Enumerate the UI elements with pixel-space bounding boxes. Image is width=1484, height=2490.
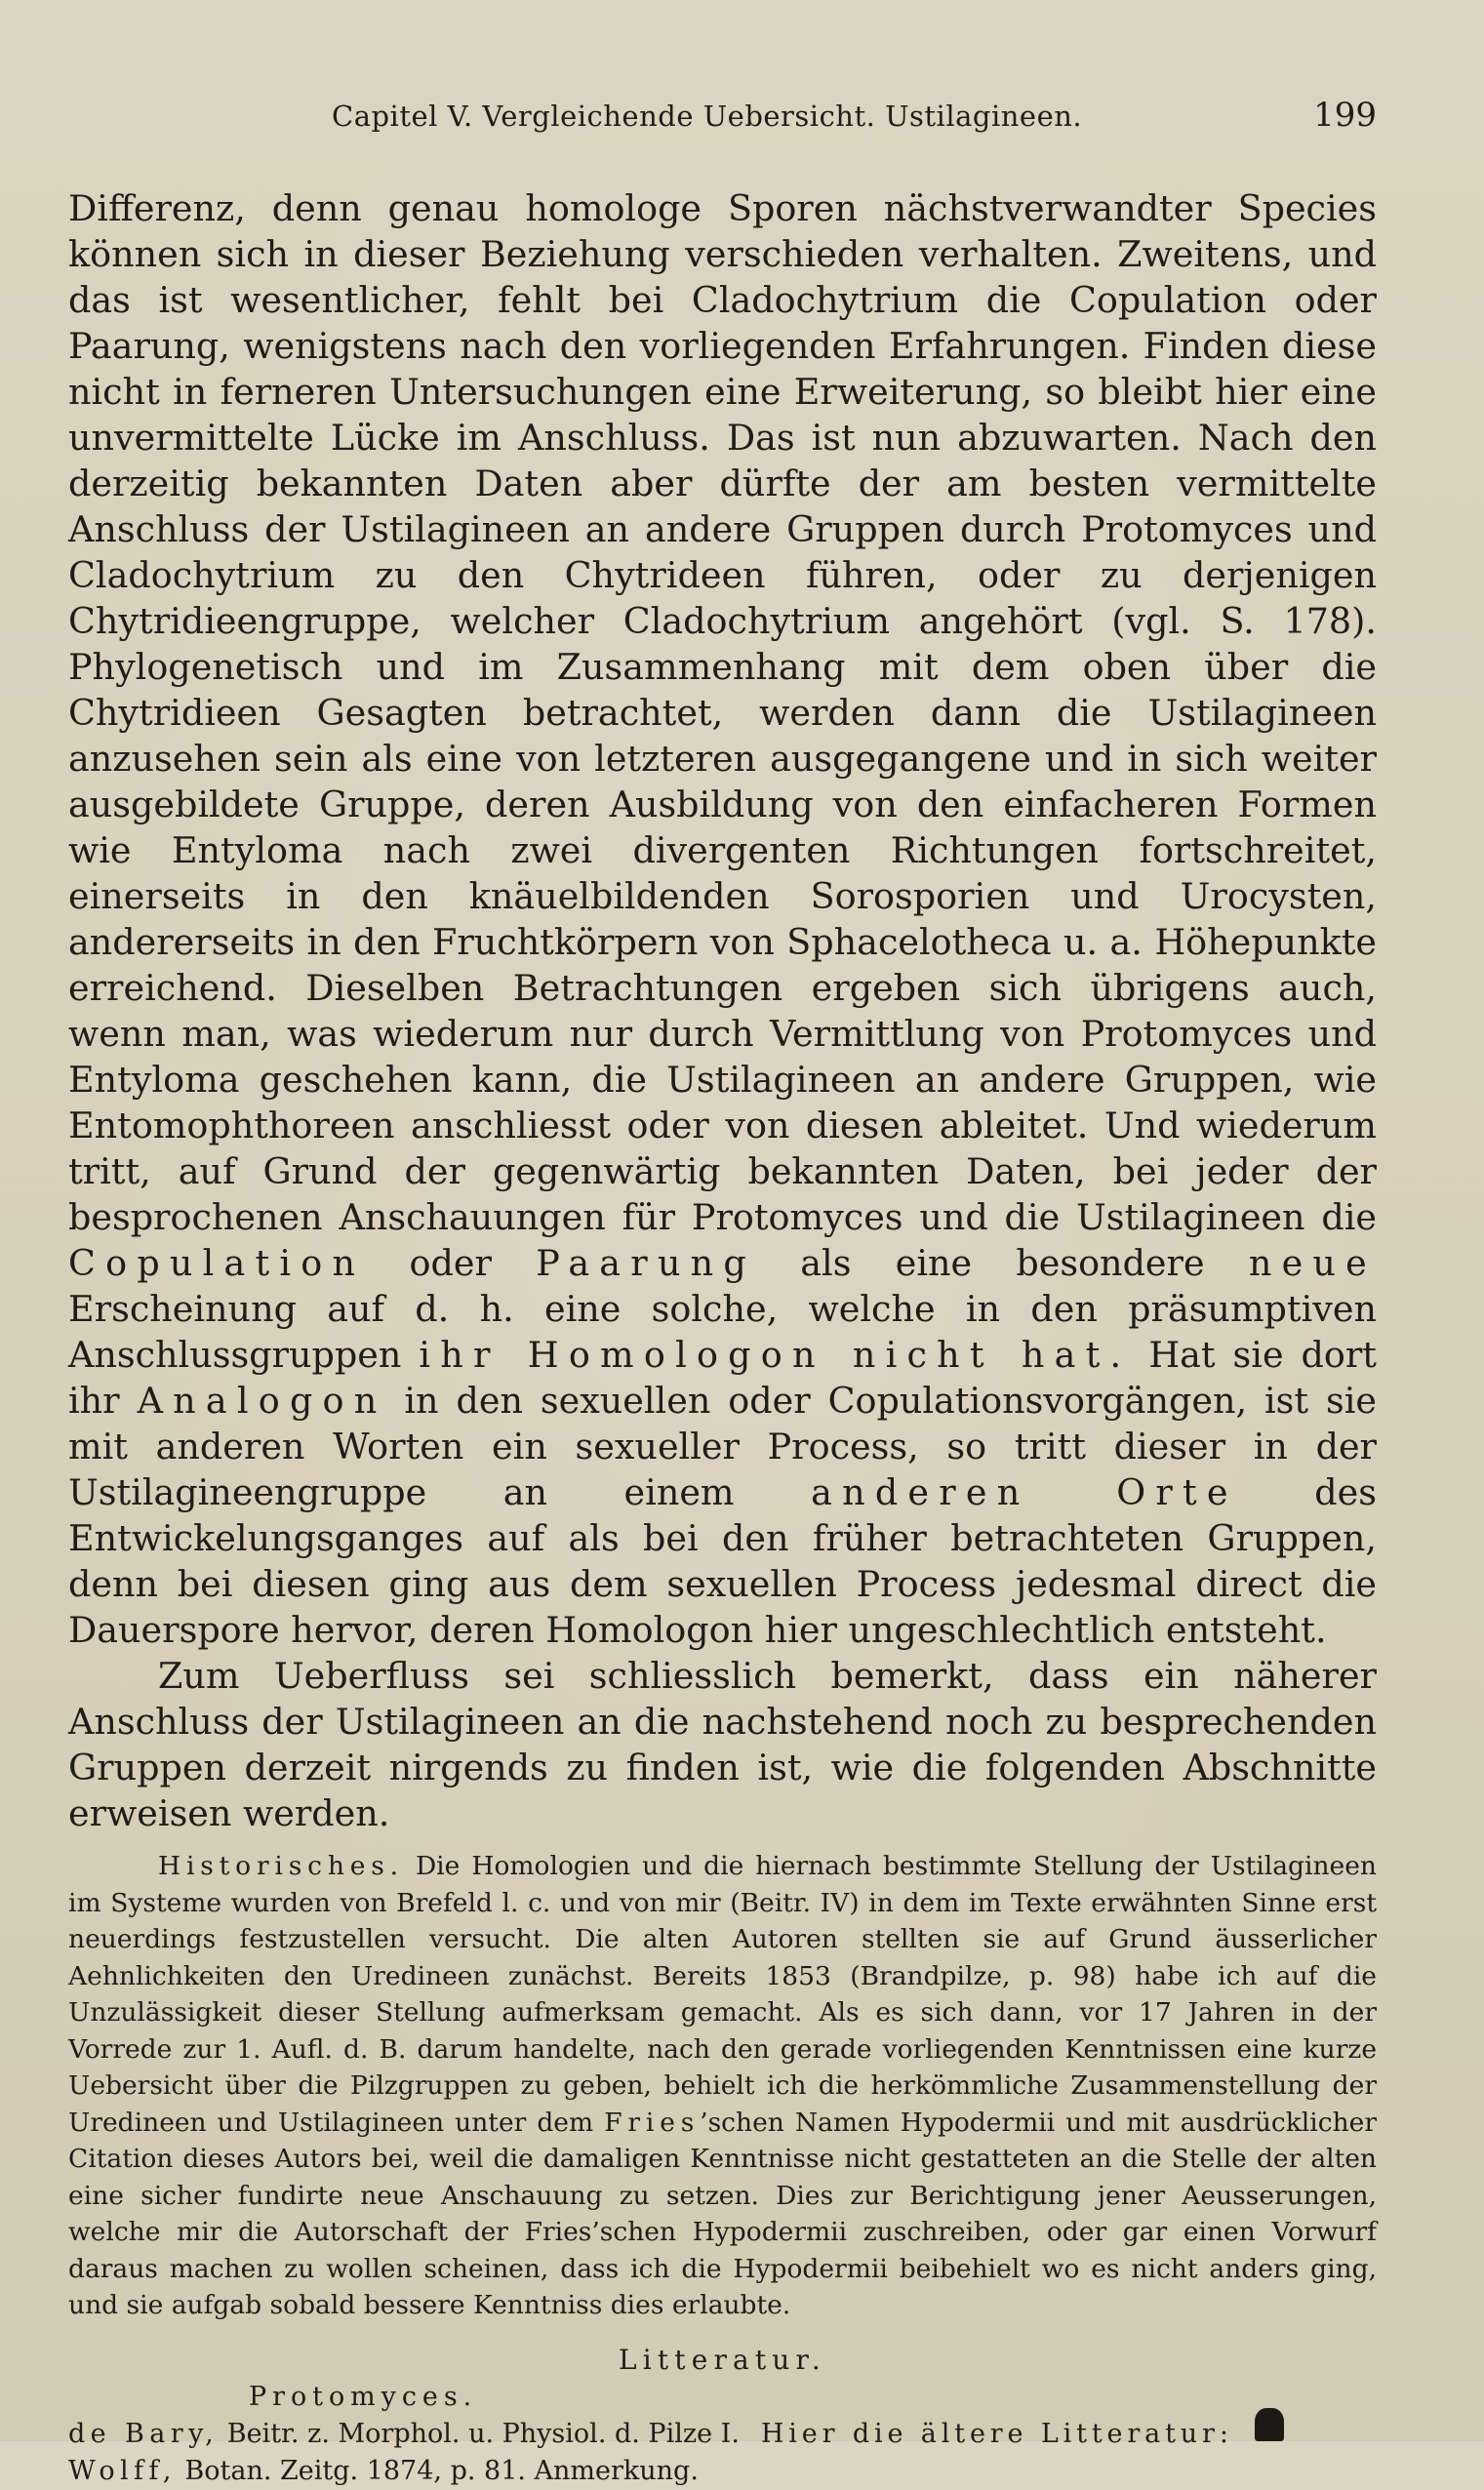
literature-author: de Bary, — [68, 2418, 220, 2449]
ink-spot — [1255, 2408, 1284, 2441]
spaced-term-paarung: Paarung — [536, 1242, 756, 1284]
paragraph-1-part-b: oder — [409, 1242, 492, 1284]
history-text-b: ’schen Namen Hypodermii und mit ausdrücklicher Citation dieses Autors bei, weil die damaligen Kenntnisse nicht gestatteten an die Stelle der alten eine sicher fundirte neue Anschauung zu setzen. Dies zur Berichtigung jener Aeusserungen, welche mir die Autorschaft der Fries’schen Hypodermii zuschreiben, oder gar einen Vorwurf daraus machen zu wollen scheinen, dass ich die Hypodermii beibehielt wo es nicht anders ging, und sie aufgab sobald bessere Kenntniss dies erlaubte. — [68, 2107, 1377, 2320]
spaced-term-copulation: Copulation — [68, 1242, 366, 1284]
paragraph-1-part-f: in den sexuellen oder Copulationsvorgängen, ist sie mit anderen Worten ein sexueller Process, so tritt dieser in der Ustilagineengruppe an einem — [68, 1380, 1377, 1513]
paragraph-2: Zum Ueberfluss sei schliesslich bemerkt, dass ein näherer Anschluss der Ustilagineen an die nachstehend noch zu besprechenden Gruppen derzeit nirgends zu finden ist, wie die folgenden Abschnitte erweisen werden. — [68, 1655, 1377, 1834]
fries-name: Fries — [604, 2107, 701, 2138]
literature-section-protomyces: Protomyces. — [249, 2381, 478, 2412]
spaced-term-neue: neue — [1248, 1242, 1377, 1284]
running-head — [273, 96, 1377, 146]
paragraph-1-part-g: des Entwickelungsganges auf als bei den früher betrachteten Gruppen, denn bei diesen ging aus dem sexuellen Process jedesmal direct die Dauerspore hervor, deren Homologon hier ungeschlechtlich entsteht. — [68, 1471, 1377, 1651]
history-note — [68, 1848, 1377, 2324]
history-label: Historisches. — [158, 1851, 404, 1881]
literature-entry — [68, 2453, 1377, 2490]
spaced-term-analogon: Analogon — [137, 1380, 387, 1422]
paragraph-1-part-d: Erscheinung auf d. h. eine solche, welche in den präsumptiven Anschlussgruppen — [68, 1288, 1377, 1376]
paragraph-1-part-e: Hat sie dort ihr — [68, 1334, 1377, 1422]
literature-author: Wolff, — [68, 2455, 177, 2486]
literature-citation: Botan. Zeitg. 1874, p. 81. Anmerkung. — [184, 2455, 699, 2486]
page-number: 199 — [1313, 96, 1377, 135]
paragraph-1-part-a: Differenz, denn genau homologe Sporen nächstverwandter Species können sich in dieser Beziehung verschieden verhalten. Zweitens, und das ist wesentlicher, fehlt bei Cladochytrium die Copulation oder Paarung, wenigstens nach den vorliegenden Erfahrungen. Finden diese nicht in ferneren Untersuchungen eine Erweiterung, so bleibt hier eine unvermittelte Lücke im Anschluss. Das ist nun abzuwarten. Nach den derzeitig bekannten Daten aber dürfte der am besten vermittelte Anschluss der Ustilagineen an andere Gruppen durch Protomyces und Cladochytrium zu den Chytrideen führen, oder zu derjenigen Chytridieengruppe, welcher Cladochytrium angehört (vgl. S. 178). Phylogenetisch und im Zusammenhang mit dem oben über die Chytridieen Gesagten betrachtet, werden dann die Ustilagineen anzusehen sein als eine von letzteren ausgegangene und in sich weiter ausgebildete Gruppe, deren Ausbildung von den einfacheren Formen wie Entyloma nach zwei divergenten Richtungen fortschreitet, einerseits in den knäuelbildenden Sorosporien und Urocysten, andererseits in den Fruchtkörpern von Sphacelotheca u. a. Höhepunkte erreichend. Dieselben Betrachtungen ergeben sich übrigens auch, wenn man, was wiederum nur durch Vermittlung von Protomyces und Entyloma geschehen kann, die Ustilagineen an andere Gruppen, wie Entomophthoreen anschliesst oder von diesen ableitet. Und wiederum tritt, auf Grund der gegenwärtig bekannten Daten, bei jeder der besprochenen Anschauungen für Protomyces und die Ustilagineen die — [68, 187, 1377, 1238]
literature-citation: Beitr. z. Morphol. u. Physiol. d. Pilze I. — [226, 2418, 740, 2449]
spaced-term-homologon: ihr Homologon nicht hat. — [419, 1334, 1132, 1376]
history-paragraph — [68, 1848, 1377, 2324]
main-text — [68, 185, 1377, 1836]
paragraph-1-part-c: als eine besondere — [800, 1242, 1205, 1284]
literature-note: Hier die ältere Litteratur: — [760, 2418, 1233, 2449]
spaced-term-anderen-orte: anderen Orte — [811, 1471, 1238, 1513]
literature-heading: Litteratur. — [619, 2343, 826, 2376]
literature-entry — [68, 2416, 1377, 2453]
paragraph-1 — [68, 185, 1377, 1653]
running-title: Capitel V. Vergleichende Uebersicht. Ustilagineen. — [332, 100, 1083, 133]
history-text-a: Die Homologien und die hiernach bestimmte Stellung der Ustilagineen im Systeme wurden von Brefeld l. c. und von mir (Beitr. IV) in dem im Texte erwähnten Sinne erst neuerdings festzustellen versucht. Die alten Autoren stellten sie auf Grund äusserlicher Aehnlichkeiten den Uredineen zunächst. Bereits 1853 (Brandpilze, p. 98) habe ich auf die Unzulässigkeit dieser Stellung aufmerksam gemacht. Als es sich dann, vor 17 Jahren in der Vorrede zur 1. Aufl. d. B. darum handelte, nach den gerade vorliegenden Kenntnissen eine kurze Uebersicht über die Pilzgruppen zu geben, behielt ich die herkömmliche Zusammenstellung der Uredineen und Ustilagineen unter dem — [68, 1851, 1377, 2138]
